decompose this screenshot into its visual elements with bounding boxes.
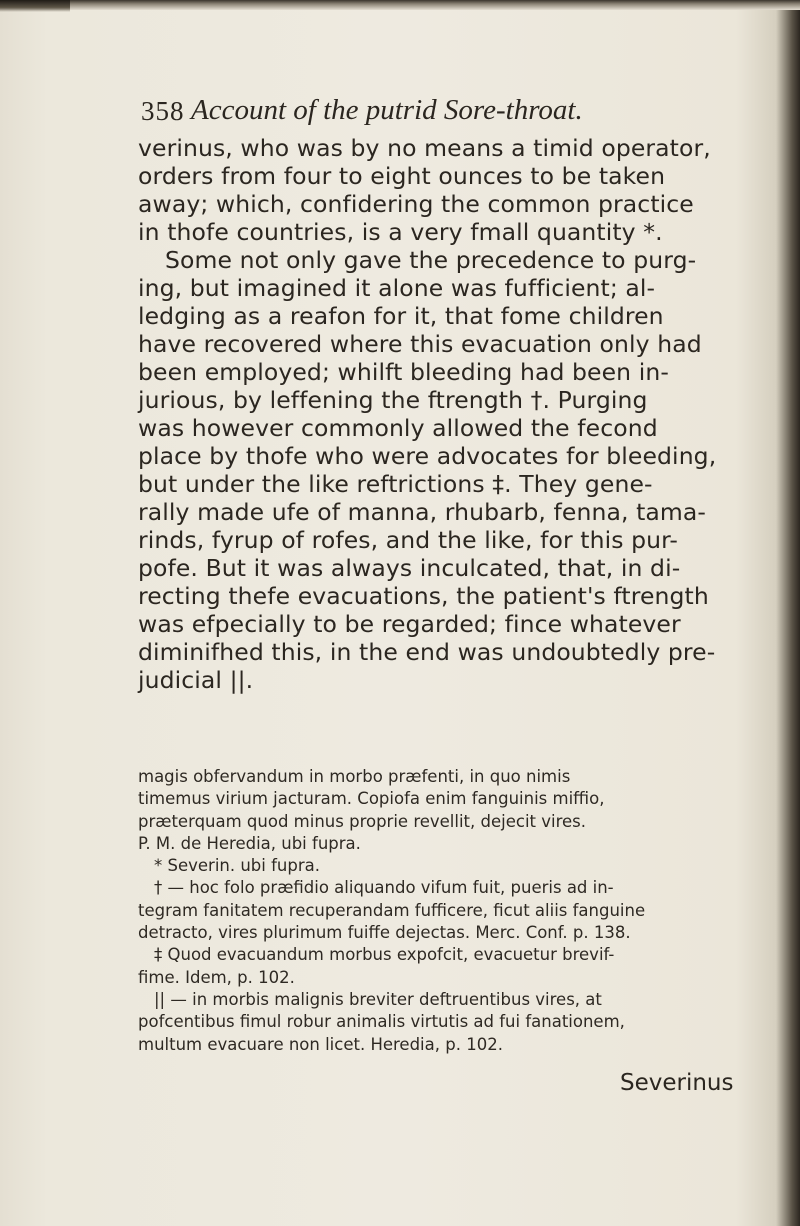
page-header [141,96,761,136]
running-title: Account of the putrid Sore-throat. [191,94,583,126]
footnote-line: pofcentibus fimul robur animalis virtutis ad fui fanationem, [138,1012,625,1032]
footnote-line: P. M. de Heredia, ubi fupra. [138,833,361,853]
text-line: in thofe countries, is a very fmall quantity *. [138,218,663,246]
footnote-line: multum evacuare non licet. Heredia, p. 102. [138,1034,503,1054]
text-line: have recovered where this evacuation only had [138,330,702,358]
footnote-line: * Severin. ubi fupra. [154,856,320,876]
footnote-line: timemus virium jacturam. Copiofa enim fanguinis miffio, [138,789,605,809]
text-line: away; which, confidering the common practice [138,190,694,218]
text-line: but under the like reftrictions ‡. They gene- [138,470,653,498]
text-line: rinds, fyrup of rofes, and the like, for this pur- [138,526,678,554]
text-line: been employed; whilft bleeding had been in- [138,358,669,386]
page-top-edge [0,0,800,10]
footnote-line: || — in morbis malignis breviter deftruentibus vires, at [154,989,602,1009]
footnote-line: præterquam quod minus proprie revellit, dejecit vires. [138,811,587,831]
text-line: verinus, who was by no means a timid operator, [138,134,711,162]
catchword: Severinus [620,1070,734,1096]
text-line: pofe. But it was always inculcated, that, in di- [138,554,681,582]
text-line: was however commonly allowed the fecond [138,414,658,442]
footnotes [138,766,778,1056]
footnote-line: magis obfervandum in morbo præfenti, in quo nimis [138,767,571,786]
text-line: ing, but imagined it alone was fufficient; al- [138,274,656,302]
page-number: 358 [141,96,185,126]
text-line: was efpecially to be regarded; fince whatever [138,610,681,638]
text-line: place by thofe who were advocates for bleeding, [138,442,717,470]
text-line: Some not only gave the precedence to purg- [165,246,697,274]
text-line: judicial ||. [138,666,254,694]
footnote-line: † — hoc folo præfidio aliquando vifum fuit, pueris ad in- [154,878,614,898]
footnote-line: fime. Idem, p. 102. [138,967,295,987]
text-line: diminifhed this, in the end was undoubtedly pre- [138,638,716,666]
footnote-line: ‡ Quod evacuandum morbus expofcit, evacuetur brevif- [154,945,615,965]
text-line: recting thefe evacuations, the patient's ftrength [138,582,709,610]
text-line: orders from four to eight ounces to be taken [138,162,666,190]
main-text [138,134,768,694]
footnote-line: detracto, vires plurimum fuiffe dejectas. Merc. Conf. p. 138. [138,923,631,943]
text-line: rally made ufe of manna, rhubarb, fenna, tama- [138,498,706,526]
text-line: jurious, by leffening the ftrength †. Purging [138,386,648,414]
footnote-line: tegram fanitatem recuperandam fufficere, ficut aliis fanguine [138,900,646,920]
page-top-corner-shadow [0,0,70,12]
text-line: ledging as a reafon for it, that fome children [138,302,664,330]
